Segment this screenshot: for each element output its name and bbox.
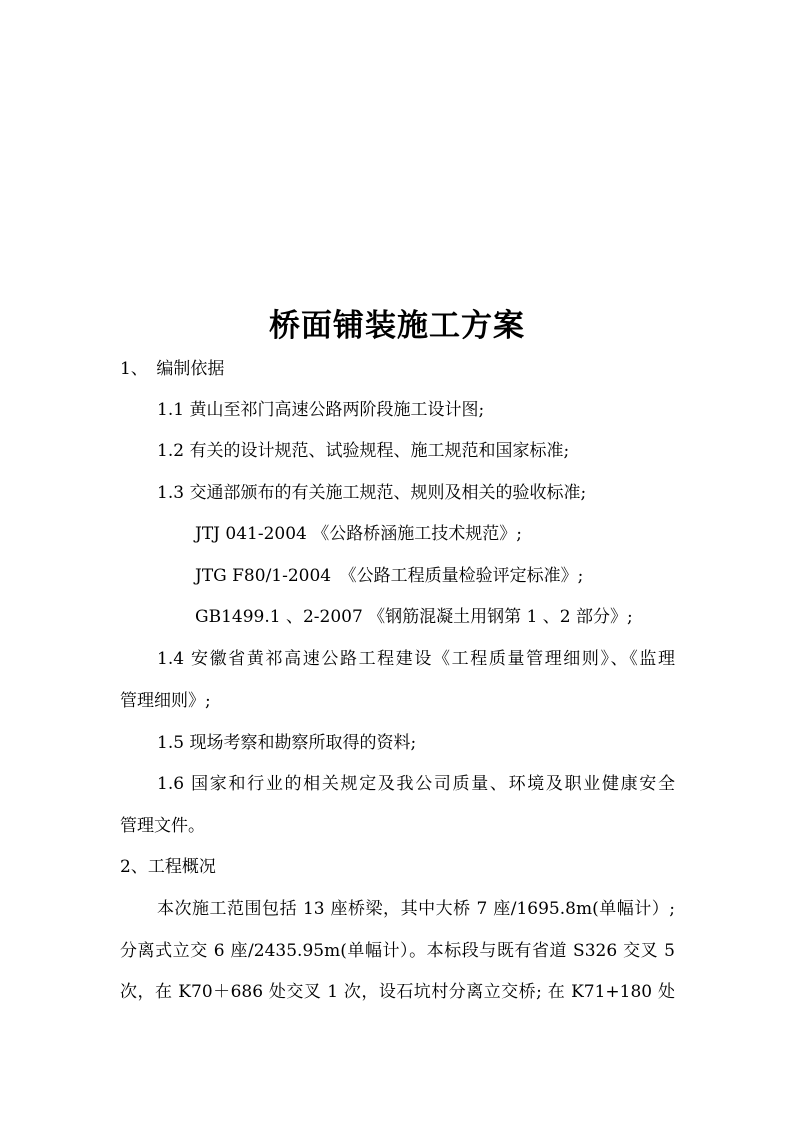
basis-item-1-5: 1.5 现场考察和勘察所取得的资料; <box>157 733 417 753</box>
basis-item-1-6-cont: 管理文件。 <box>120 816 205 836</box>
basis-item-1-4: 1.4 安徽省黄祁高速公路工程建设《工程质量管理细则》、《监理 <box>157 649 675 669</box>
basis-item-1-2: 1.2 有关的设计规范、试验规程、施工规范和国家标准; <box>157 441 570 461</box>
basis-item-1-3: 1.3 交通部颁布的有关施工规范、规则及相关的验收标准; <box>157 483 587 503</box>
basis-item-1-1: 1.1 黄山至祁门高速公路两阶段施工设计图; <box>157 400 485 420</box>
overview-paragraph-line-1: 本次施工范围包括 13 座桥梁，其中大桥 7 座/1695.8m(单幅计）; <box>157 899 675 919</box>
section-heading-basis: 1、 编制依据 <box>120 359 225 379</box>
basis-item-1-6: 1.6 国家和行业的相关规定及我公司质量、环境及职业健康安全 <box>157 774 675 794</box>
overview-paragraph-line-2: 分离式立交 6 座/2435.95m(单幅计）。本标段与既有省道 S326 交叉 5 <box>120 941 675 961</box>
standard-jtg-f80: JTG F80/1-2004 《公路工程质量检验评定标准》; <box>195 566 584 586</box>
section-heading-overview: 2、工程概况 <box>120 857 216 877</box>
overview-paragraph-line-3: 次，在 K70＋686 处交叉 1 次，设石坑村分离立交桥; 在 K71+180 处 <box>120 982 675 1002</box>
standard-jtj-041: JTJ 041-2004 《公路桥涵施工技术规范》; <box>195 524 522 544</box>
document-title: 桥面铺装施工方案 <box>269 308 525 344</box>
basis-item-1-4-cont: 管理细则》; <box>120 691 211 711</box>
standard-gb1499: GB1499.1 、2-2007 《钢筋混凝土用钢第 1 、2 部分》; <box>195 607 633 627</box>
